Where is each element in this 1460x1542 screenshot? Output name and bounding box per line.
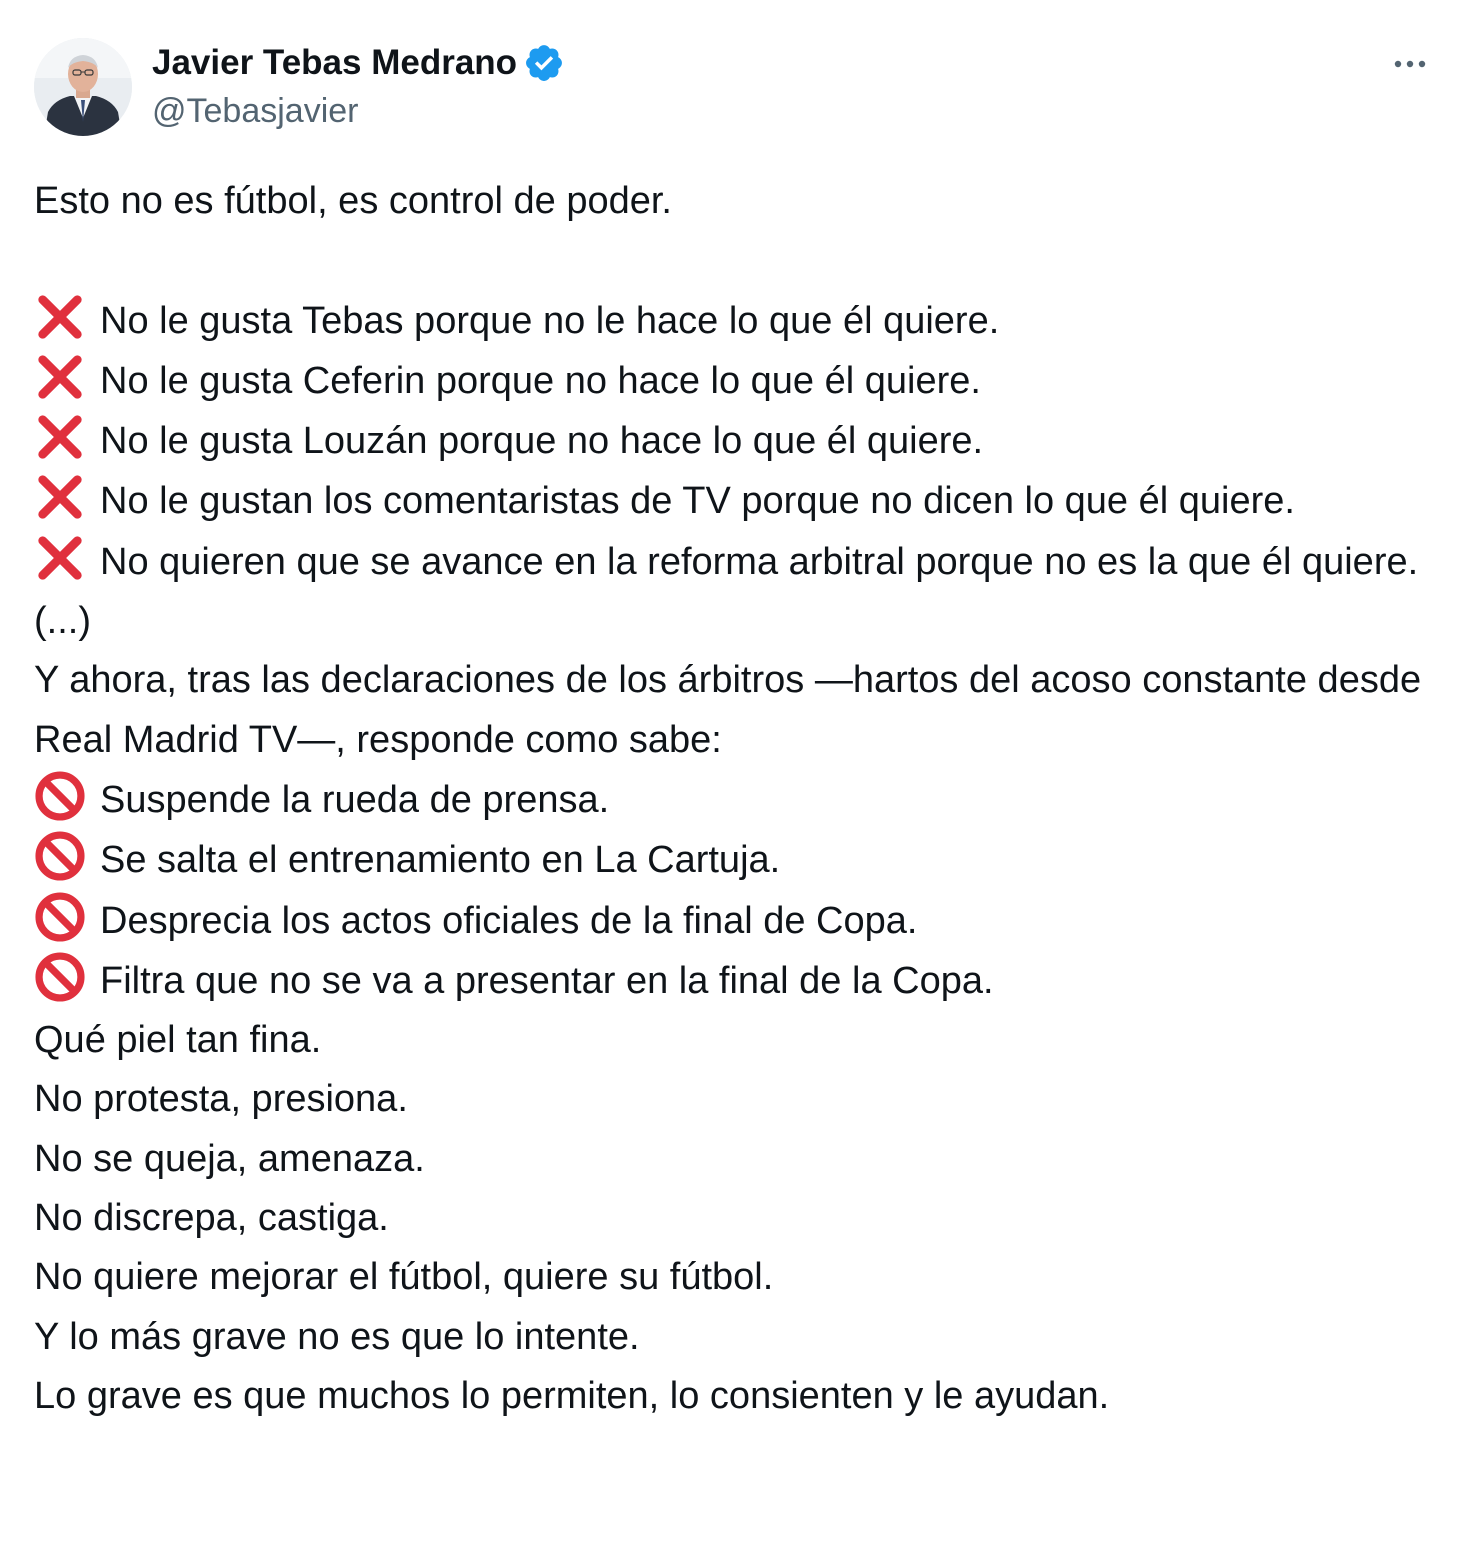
closing-line: No discrepa, castiga.: [34, 1197, 389, 1240]
x-item: No le gusta Tebas porque no le hace lo que él quiere.: [34, 291, 1426, 351]
ban-item: Desprecia los actos oficiales de la final de Copa.: [34, 891, 1426, 951]
x-item: No le gusta Louzán porque no hace lo que él quiere.: [34, 411, 1426, 471]
verified-badge-icon[interactable]: [523, 42, 565, 84]
closing-line: No se queja, amenaza.: [34, 1137, 425, 1180]
avatar[interactable]: [34, 38, 132, 136]
author-display-name[interactable]: Javier Tebas Medrano: [152, 43, 518, 82]
avatar-image: [34, 38, 132, 136]
prohibited-icon: [34, 830, 86, 882]
closing-line: Qué piel tan fina.: [34, 1019, 322, 1062]
closing-line: Lo grave es que muchos lo permiten, lo consienten y le ayudan.: [34, 1374, 1110, 1417]
prohibited-icon: [34, 770, 86, 822]
ban-item: Filtra que no se va a presentar en la final de la Copa.: [34, 951, 1426, 1011]
tweet-intro: Esto no es fútbol, es control de poder.: [34, 180, 672, 222]
x-item: No le gustan los comentaristas de TV porque no dicen lo que él quiere.: [34, 471, 1426, 531]
closing-line: No quiere mejorar el fútbol, quiere su fútbol.: [34, 1256, 774, 1299]
more-options-button[interactable]: [1384, 44, 1436, 84]
prohibited-icon: [34, 951, 86, 1003]
author-name-row: [152, 40, 565, 86]
cross-mark-icon: [34, 291, 86, 343]
x-item: No le gusta Ceferin porque no hace lo que él quiere.: [34, 351, 1426, 411]
closing-line: No protesta, presiona.: [34, 1078, 408, 1121]
ban-item: Suspende la rueda de prensa.: [34, 770, 1426, 830]
cross-mark-icon: [34, 471, 86, 523]
more-horizontal-icon: [1390, 58, 1430, 70]
x-item: No quieren que se avance en la reforma arbitral porque no es la que él quiere.: [34, 532, 1426, 592]
transition-paragraph: Y ahora, tras las declaraciones de los árbitros —hartos del acoso constante desde Real Madrid TV—, responde como sabe:: [34, 659, 1422, 761]
closing-line: Y lo más grave no es que lo intente.: [34, 1315, 640, 1358]
tweet-text: [34, 172, 1426, 1426]
cross-mark-icon: [34, 532, 86, 584]
ban-item: Se salta el entrenamiento en La Cartuja.: [34, 830, 1426, 890]
blank-line: [34, 231, 1426, 290]
cross-mark-icon: [34, 351, 86, 403]
ellipsis-line: (...): [34, 600, 91, 643]
cross-mark-icon: [34, 411, 86, 463]
author-handle[interactable]: @Tebasjavier: [152, 92, 359, 130]
prohibited-icon: [34, 891, 86, 943]
